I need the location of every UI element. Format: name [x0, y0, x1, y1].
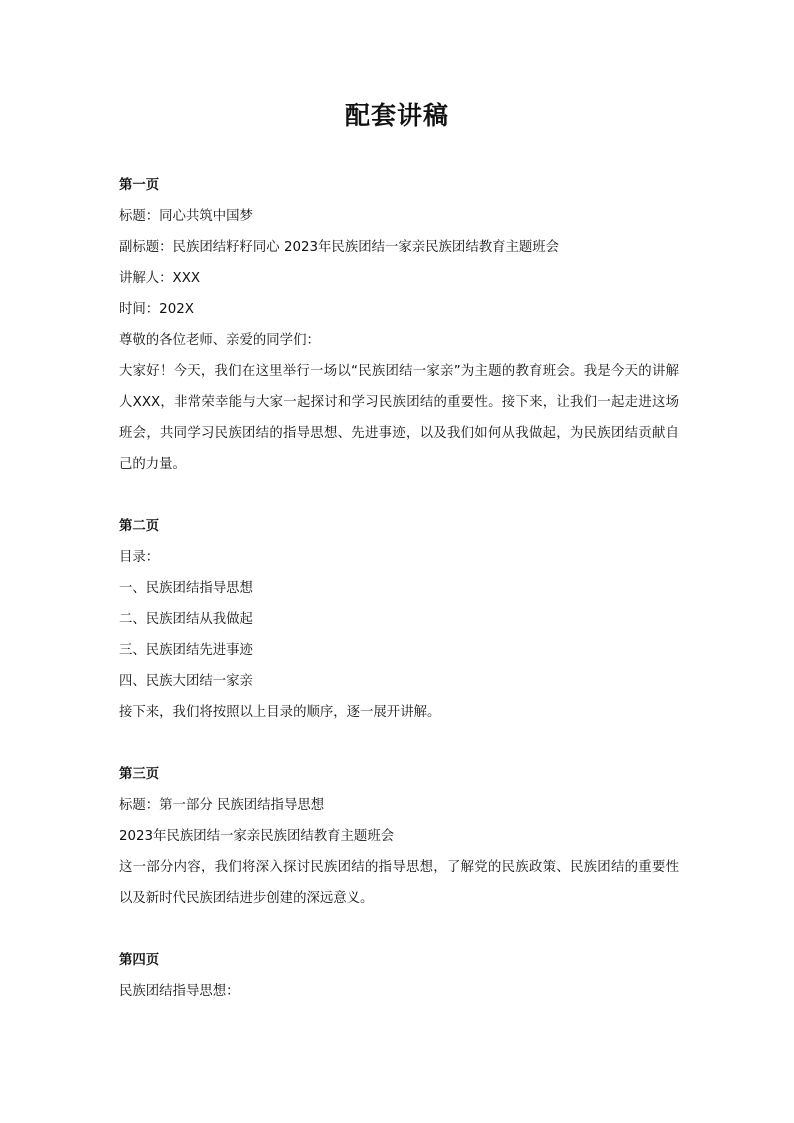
- toc-item: 二、民族团结从我做起: [119, 612, 253, 627]
- slide-title-line: 标题：第一部分 民族团结指导思想: [119, 798, 325, 813]
- section-page-3: [119, 759, 679, 914]
- document-body: [119, 170, 679, 1007]
- document-title: 配套讲稿: [344, 101, 449, 130]
- toc-label: 目录：: [119, 550, 160, 565]
- presenter-line: 讲解人：XXX: [119, 271, 201, 286]
- slide-subtitle-line: 副标题：民族团结籽籽同心 2023年民族团结一家亲民族团结教育主题班会: [119, 240, 560, 255]
- section-heading: 第一页: [119, 178, 160, 193]
- section-paragraph: 这一部分内容，我们将深入探讨民族团结的指导思想，了解党的民族政策、民族团结的重要性以及新时代民族团结进步创建的深远意义。: [119, 860, 679, 906]
- toc-item: 四、民族大团结一家亲: [119, 674, 253, 689]
- section-spacer: [119, 914, 679, 945]
- section-heading: 第四页: [119, 953, 160, 968]
- slide-subtitle-line: 2023年民族团结一家亲民族团结教育主题班会: [119, 829, 395, 844]
- toc-note: 接下来，我们将按照以上目录的顺序，逐一展开讲解。: [119, 705, 441, 720]
- slide-title-line: 民族团结指导思想：: [119, 984, 240, 999]
- slide-title-line: 标题：同心共筑中国梦: [119, 209, 253, 224]
- section-heading: 第二页: [119, 519, 160, 534]
- section-page-2: [119, 511, 679, 728]
- section-spacer: [119, 480, 679, 511]
- intro-paragraph: 大家好！今天，我们在这里举行一场以“民族团结一家亲”为主题的教育班会。我是今天的讲解人XXX，非常荣幸能与大家一起探讨和学习民族团结的重要性。接下来，让我们一起走进这场班会，共同学习民族团结的指导思想、先进事迹，以及我们如何从我做起，为民族团结贡献自己的力量。: [119, 364, 679, 472]
- time-line: 时间：202X: [119, 302, 194, 317]
- section-page-4: [119, 945, 679, 1007]
- section-page-1: [119, 170, 679, 480]
- toc-item: 一、民族团结指导思想: [119, 581, 253, 596]
- section-spacer: [119, 728, 679, 759]
- greeting-line: 尊敬的各位老师、亲爱的同学们：: [119, 333, 320, 348]
- section-heading: 第三页: [119, 767, 160, 782]
- toc-item: 三、民族团结先进事迹: [119, 643, 253, 658]
